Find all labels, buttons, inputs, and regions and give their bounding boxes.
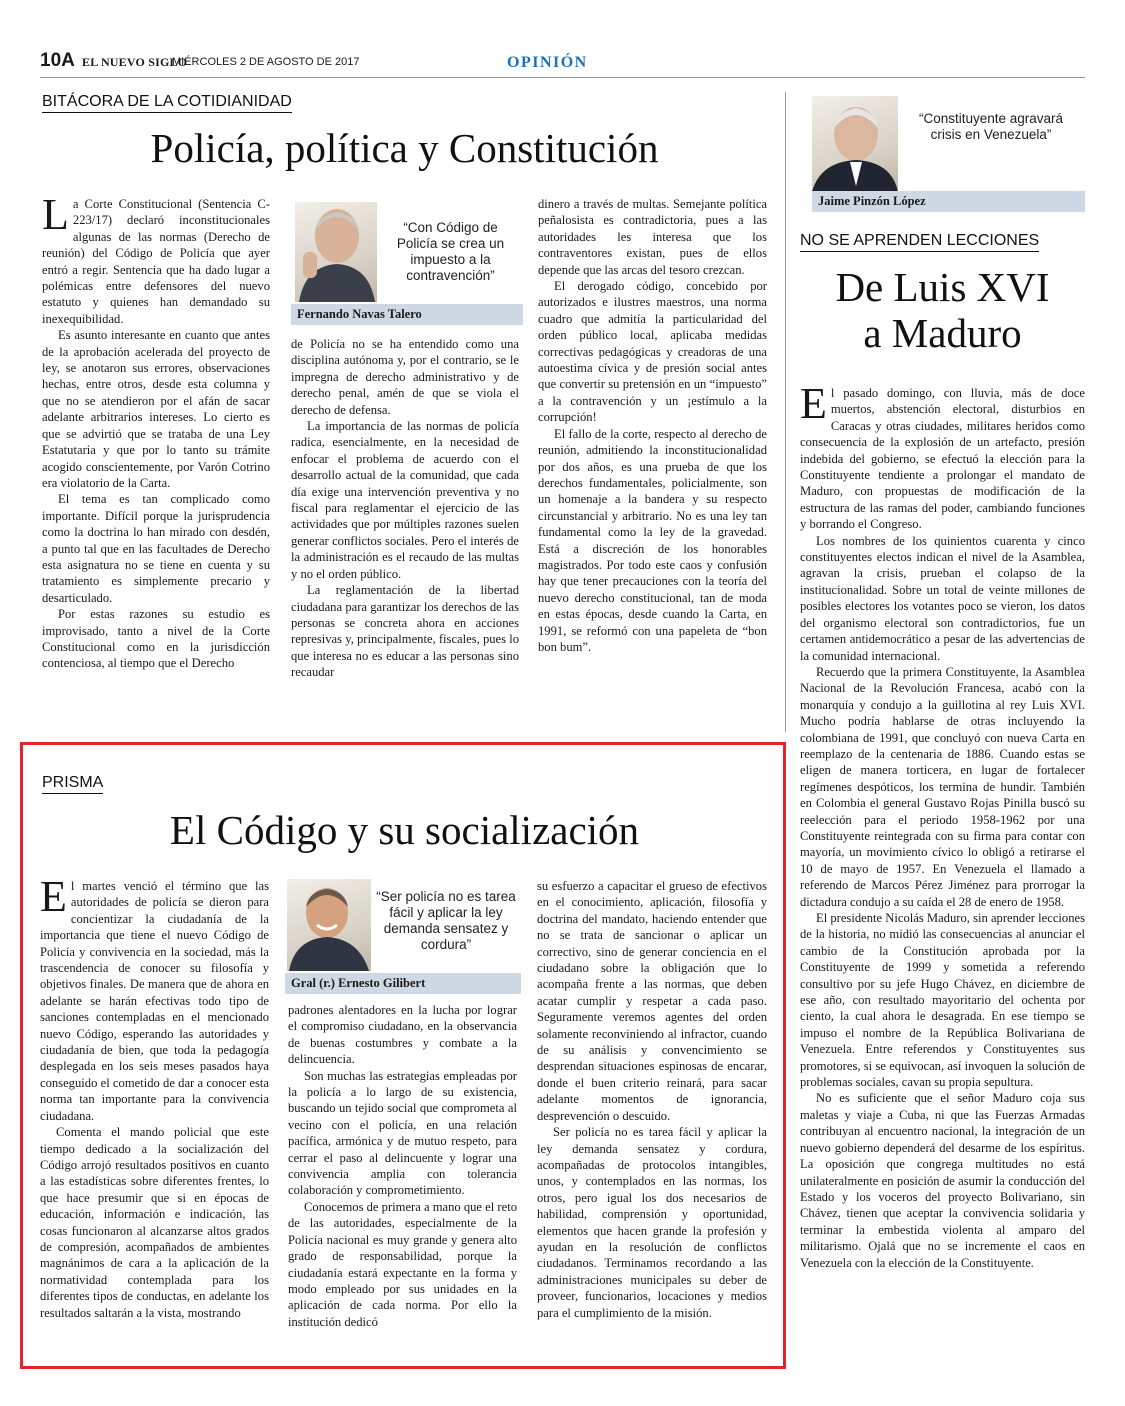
author-box [291, 198, 523, 325]
column-divider [785, 92, 786, 732]
paragraph: Es asunto interesante en cuanto que antes de la aprobación acelerada del proyecto de ley, se anotaron sus errores, observaciones hechas, entre otros, desde esta columna y que no se atendieron por el afán de sacar adelante arbitrarios intereses. Lo cierto es que se advirtió que se trataba de una Ley Estatutaria y que por lo tanto su trámite acogido conscientemente, por Varón Cotrino era violatorio de la Carta. [42, 328, 270, 490]
paragraph: El fallo de la corte, respecto al derecho de reunión, admitiendo la inconstitucionalidad por dos años, es una prueba de que los derechos fundamentales, policialmente, son un homenaje a la bandera y su respecto circunstancial y arbitrario. No es una ley tan fundamental como la ley de la gravedad. Está a discreción de los honorables magistrados. Por todo este caos y confusión hay que tener precauciones con la teoría del nuevo derecho constitucional, tan de moda en estas épocas, desde cuando la Carta, en 1991, se reformó con una papeleta de “bon bon bum”. [538, 426, 767, 654]
drop-cap: E [800, 385, 827, 428]
paragraph: Son muchas las estrategias empleadas por la policía a lo largo de su existencia, buscando un tejido social que comprometa al vecino con el policía, en una relación pacífica, armónica y de mutuo respeto, para cerrar el paso al delincuente y lograr una convivencia amplia con tolerancia colaboración y comprometimiento. [288, 1068, 517, 1198]
author-photo [812, 96, 898, 192]
article-column [291, 336, 519, 716]
article-column [288, 1002, 517, 1356]
article-kicker: PRISMA [42, 774, 103, 794]
drop-cap: E [40, 878, 67, 921]
drop-cap: L [42, 196, 69, 239]
title-line: a Maduro [863, 310, 1022, 356]
paragraph: Comenta el mando policial que este tiempo dedicado a la socialización del Código arrojó resultados positivos en cuanto a las estadísticas sobre diferentes frentes, lo que hace presumir que si en épocas de educación, información e indicación, las cosas funcionaron al alcanzarse altos grados de compresión, acompañados de ambientes magnánimos de cara a la aplicación de la normatividad contemplada para los diferentes tipos de conductas, en adelante los resultados saltarán a la vista, mostrando [40, 1125, 269, 1320]
article-title [800, 264, 1085, 356]
issue-date: MIÉRCOLES 2 DE AGOSTO DE 2017 [172, 56, 360, 68]
author-photo [287, 879, 371, 971]
paragraph: a Corte Constitucional (Sentencia C-223/17) declaró inconstitucionales algunas de las normas (Derecho de reunión) del Código de Policía que ayer entró a regir. Sentencia que ha dado lugar a polémicas entre defensores del nuevo estatuto y quienes han demandado su inexequibilidad. [42, 197, 270, 326]
article-column [537, 878, 767, 1356]
article-column [800, 385, 1085, 1355]
paragraph: Conocemos de primera a mano que el reto de las autoridades, especialmente de la Policía nacional es muy grande y genera alto grado de responsabilidad, porque la ciudadanía estará expectante en la forma y modo empleado por sus unidades en la aplicación de cada norma. Por ello la institución dedicó [288, 1199, 517, 1329]
author-byline: Gral (r.) Ernesto Gilibert [285, 973, 521, 994]
pull-quote: “Constituyente agravará crisis en Venezuela” [918, 111, 1064, 142]
paragraph: No es suficiente que el señor Maduro coja sus maletas y viaje a Cuba, ni que las Fuerzas Armadas contribuyan al encuentro nacional, la integración de un nuevo gobierno dependerá del desarme de los espíritus. La oposición que congrega multitudes no está unilateralmente en posición de asumir la conducción del Estado y los voceros del proyecto Bolivariano, sin Chávez, tienen que aceptar la convivencia solidaria y terminar la embestida violenta al amparo del militarismo. Ojalá que no se incremente el caos en Venezuela con la elección de la Constituyente. [800, 1091, 1085, 1270]
paragraph: de Policía no se ha entendido como una disciplina autónoma y, por el contrario, se le impregna de derecho administrativo y de derecho penal, amén de que se viola el derecho de defensa. [291, 337, 519, 417]
author-byline: Jaime Pinzón López [812, 191, 1085, 212]
author-box [285, 877, 521, 992]
paragraph: l martes venció el término que las autoridades de policía se dieron para concientizar la ciudadanía de la importancia que tiene el nuevo Código de Policía y convivencia en la sociedad, más la trascendencia de conocer su filosofía y objetivos finales. De manera que de ahora en adelante se harán efectivas todo tipo de sanciones contempladas en el mencionado nuevo Código, esperando las autoridades y ciudadanía de bien, que toda la pedagogía desplegada en los seis meses pasados haya conseguido el cometido de dar a conocer esta norma tan importante para la convivencia ciudadana. [40, 879, 269, 1123]
paragraph: Los nombres de los quinientos cuarenta y cinco constituyentes electos indican el nivel de la Asamblea, agravan la crisis, prueban el colapso de la institucionalidad. Sobre un total de veinte millones de posibles electores los votantes poco se vieron, los datos del organismo electoral son contradictorios, fue un certamen antidemocrático a pesar de las advertencias de la comunidad internacional. [800, 533, 1085, 663]
article-title: Policía, política y Constitución [150, 125, 659, 171]
pull-quote: “Con Código de Policía se crea un impuesto a la contravención” [396, 220, 505, 283]
author-box [800, 93, 1085, 212]
paragraph: La importancia de las normas de policía radica, esencialmente, en la necesidad de enfocar el problema de acuerdo con el desarrollo actual de la comunidad, que cada día exige una intervención preventiva y no fiscal para reglamentar el ejercicio de las actividades que por múltiples razones suelen generar conflictos sociales. Pero el interés de la administración es el recaudo de las multas y no el orden público. [291, 419, 519, 581]
paragraph: Ser policía no es tarea fácil y aplicar la ley demanda sensatez y cordura, acompañadas de protocolos intangibles, unos, y contemplados en las normas, los otros, pero igual los dos necesarios de habilidad, comprensión y oportunidad, elementos que hacen grande la profesión y ayudan en la resolución de conflictos ciudadanos. Terminamos recordando a las administraciones municipales su deber de proveer, funcionarios, locaciones y medios para el cumplimiento de la misión. [537, 1125, 767, 1320]
page-number: 10A [40, 50, 75, 71]
paragraph: dinero a través de multas. Semejante política peñalosista es contradictoria, pues a las autoridades les interesa que los contraventores existan, pues de ellos depende que las arcas del tesoro crezcan. [538, 197, 767, 277]
header-rule [40, 77, 1085, 78]
article-column [40, 878, 269, 1356]
title-line: De Luis XVI [835, 264, 1050, 310]
article-column [42, 196, 270, 716]
section-name: OPINIÓN [507, 54, 588, 71]
paragraph: padrones alentadores en la lucha por lograr el compromiso ciudadano, en la observancia de buenas costumbres y combate a la delincuencia. [288, 1003, 517, 1067]
paragraph: El tema es tan complicado como importante. Difícil porque la jurisprudencia como la doctrina lo han mirado con desdén, a punto tal que en las facultades de Derecho esta asignatura no se tiene en cuenta y su tratamiento es simplemente precario y desarticulado. [42, 492, 270, 605]
author-byline: Fernando Navas Talero [291, 304, 523, 325]
article-title: El Código y su socialización [169, 807, 640, 853]
paragraph: Recuerdo que la primera Constituyente, la Asamblea Nacional de la Revolución Francesa, acabó con la monarquía y condujo a la guillotina al rey Luis XVI. Mucho podría hablarse de otras incluyendo la colombiana de 1991, que concluyó con nueva Carta en reemplazo de la centenaria de 1886. Cuando estas se eligen de manera torticera, en lugar de fortalecer regímenes despóticos, los termina de hundir. También en Colombia el general Gustavo Rojas Pinilla buscó su reelección para el periodo 1958-1962 por una Constituyente reintegrada con su firma para contar con mayoría, un movimiento cívico lo obligó a retirarse el 10 de mayo de 1957. En Venezuela el llamado a referendo de Marcos Pérez Jiménez para prorrogar la dictadura condujo a su caída el 28 de enero de 1958. [800, 664, 1085, 909]
paragraph: su esfuerzo a capacitar el grueso de efectivos en el conocimiento, aplicación, filosofía y doctrina del mandato, haciendo entender que no se trata de sancionar o aplicar un correctivo, sino de generar conciencia en el ciudadano sobre la obligación que lo acompaña frente a las normas, que deben acatar cumplir y respetar a cada paso. Seguramente veremos agentes del orden solamente reconviniendo al infractor, cuando de su análisis y convencimiento se desprendan situaciones espinosas de encarar, donde el buen criterio reinará, para sacar adelante momentos de ignorancia, desprevención o descuido. [537, 879, 767, 1123]
article-kicker: BITÁCORA DE LA COTIDIANIDAD [42, 93, 292, 113]
paragraph: l pasado domingo, con lluvia, más de doce muertos, abstención electoral, disturbios en Caracas y otras ciudades, militares heridos como consecuencia de la explosión de un artefacto, presión indebida del gobierno, se efectuó la elección para la Constituyente tendiente a prolongar el mandato de Maduro, con propuestas de modificación de la estructura de las ramas del poder, cambiando funciones y borrando el Congreso. [800, 386, 1085, 532]
pull-quote: “Ser policía no es tarea fácil y aplicar la ley demanda sensatez y cordura” [376, 889, 516, 952]
newspaper-name: EL NUEVO SIGLO [82, 55, 188, 69]
article-column [538, 196, 767, 716]
author-photo [295, 202, 377, 302]
article-kicker: NO SE APRENDEN LECCIONES [800, 232, 1039, 252]
paragraph: El presidente Nicolás Maduro, sin aprender lecciones de la historia, no midió las consecuencias al anunciar el cambio de la Constitución aprobada por la Constituyente de 1999 y sometida a referendo consultivo por su jefe Hugo Chávez, en diciembre de ese año, con resultado mayoritario del ochenta por ciento, la cual ahora le desagrada. En ese tiempo se impuso el nombre de la República Bolivariana de Venezuela. Entre referendos y Constituyentes sus promotores, si se equivocan, así invoquen la solución de problemas sociales, cavan su propia sepultura. [800, 911, 1085, 1090]
paragraph: Por estas razones su estudio es improvisado, tanto a nivel de la Corte Constitucional como en la jurisdicción contenciosa, al tiempo que el Derecho [42, 607, 270, 671]
paragraph: El derogado código, concebido por autorizados e ilustres maestros, una norma cuadro que admitía la particularidad del orden público local, aplicaba medidas correctivas pedagógicas y creadoras de una autoestima cívica y de presión social antes que convertir su pretensión en un “impuesto” a la contravención y un ¡estímulo a la corrupción! [538, 279, 767, 425]
paragraph: La reglamentación de la libertad ciudadana para garantizar los derechos de las personas se concreta ahora en acciones represivas y, principalmente, fiscales, pues lo que interesa no es educar a las personas sino recaudar [291, 583, 519, 680]
